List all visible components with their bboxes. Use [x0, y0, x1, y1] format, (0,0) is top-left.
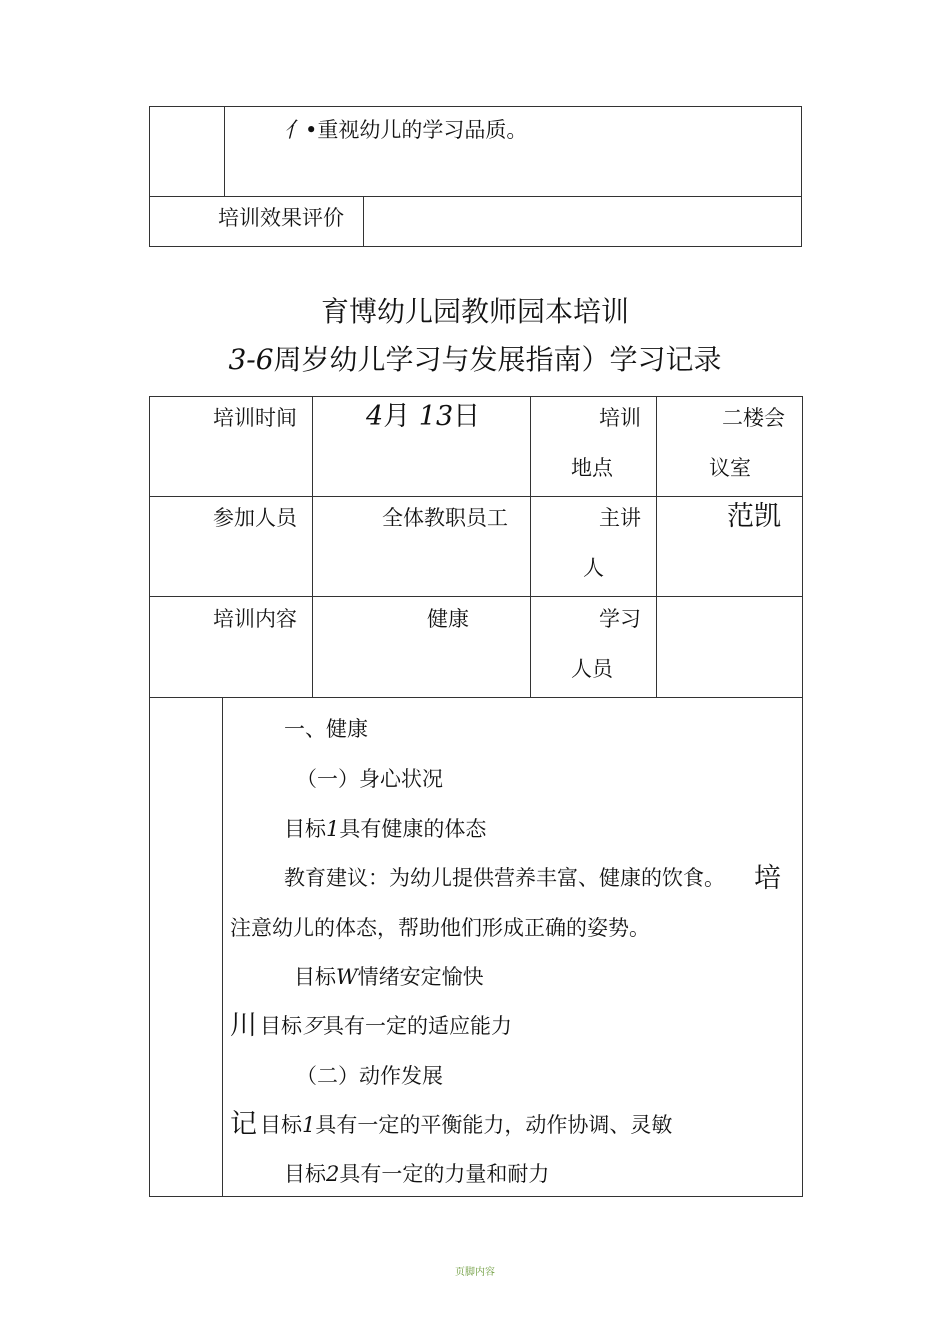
education-advice-line1: 教育建议：为幼儿提供营养丰富、健康的饮食。 [284, 866, 725, 890]
speaker-value: 范凯 [727, 501, 781, 532]
speaker-label-line1: 主讲 [599, 506, 641, 530]
subsection-physical-mental: （一）身心状况 [296, 767, 443, 791]
record-content-divider [222, 697, 223, 1197]
goal-4-line: 目标1具有一定的平衡能力，动作协调、灵敏 [260, 1113, 673, 1137]
training-date: 4月 13日 [366, 401, 481, 432]
item-4-bullet: 亻• [284, 118, 318, 142]
training-place-value-line1: 二楼会 [722, 406, 785, 430]
training-place-label-line2: 地点 [571, 456, 613, 480]
record-col-divider-2 [530, 396, 531, 697]
record-col-divider-3 [656, 396, 657, 697]
record-row-divider-1 [149, 496, 803, 497]
participants-value: 全体教职员工 [382, 506, 508, 530]
training-content-label: 培训内容 [213, 607, 297, 631]
goal-4-side-char: 记 [230, 1109, 257, 1140]
training-place-value-line2: 议室 [709, 456, 751, 480]
training-content-value: 健康 [427, 607, 469, 631]
goal-5-line: 目标2具有一定的力量和耐力 [284, 1162, 550, 1186]
training-time-label: 培训时间 [213, 406, 297, 430]
effect-evaluation-label: 培训效果评价 [218, 206, 344, 230]
record-col-divider-1 [312, 396, 313, 697]
goal-3-line: 目标歹具有一定的适应能力 [260, 1014, 512, 1038]
speaker-label-line2: 人 [583, 556, 604, 580]
record-row-divider-3 [149, 697, 803, 698]
advice-side-char: 培 [754, 863, 781, 894]
goal-2-line: 目标W情绪安定愉快 [294, 965, 484, 989]
subtitle-age-range: 3-6 [228, 343, 274, 376]
participants-label: 参加人员 [213, 506, 297, 530]
goal-1-line: 目标1具有健康的体态 [284, 817, 487, 841]
top-table-divider-effect [363, 196, 364, 247]
top-table-divider-left [224, 106, 225, 197]
learners-label-line1: 学习 [599, 607, 641, 631]
training-place-label-line1: 培训 [599, 406, 641, 430]
subsection-motor-development: （二）动作发展 [296, 1064, 443, 1088]
top-table-row-divider [149, 196, 802, 197]
page-footer: 页脚内容 [455, 1267, 495, 1278]
item-4-text: 亻•重视幼儿的学习品质。 [284, 118, 528, 142]
education-advice-line2: 注意幼儿的体态，帮助他们形成正确的姿势。 [230, 916, 650, 940]
goal-3-side-char: 川 [230, 1010, 257, 1041]
document-subtitle: 3-6周岁幼儿学习与发展指南）学习记录 [228, 343, 722, 376]
learners-label-line2: 人员 [571, 657, 613, 681]
document-title: 育博幼儿园教师园本培训 [320, 295, 629, 328]
record-row-divider-2 [149, 596, 803, 597]
section-heading-health: 一、健康 [284, 717, 368, 741]
